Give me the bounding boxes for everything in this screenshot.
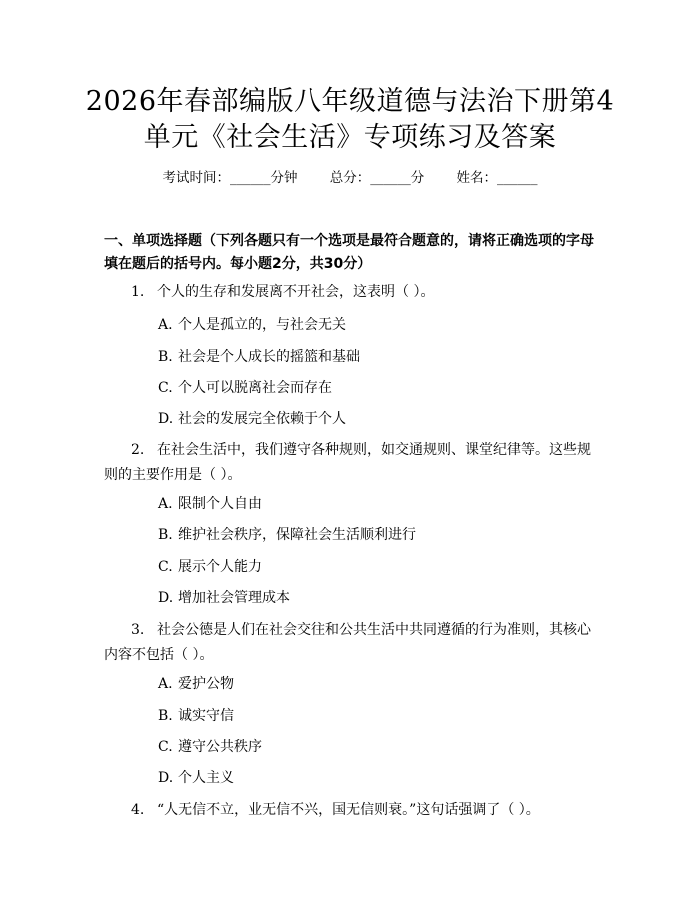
- title-line-1: 2026年春部编版八年级道德与法治下册第4: [85, 86, 615, 117]
- option-letter: B.: [158, 708, 173, 724]
- question-text: 社会公德是人们在社会交往和公共生活中共同遵循的行为准则，其核心内容不包括（ ）。: [104, 622, 591, 663]
- exam-time-field: 考试时间：______分钟: [162, 170, 298, 186]
- option-text: 遵守公共秩序: [178, 739, 262, 755]
- option-text: 诚实守信: [178, 708, 234, 724]
- total-score-field: 总分：______分: [329, 170, 425, 186]
- option-1d: [158, 409, 598, 429]
- option-1a: [158, 315, 598, 335]
- section-heading: 一、单项选择题（下列各题只有一个选项是最符合题意的，请将正确选项的字母填在题后的括号内。每小题2分，共30分）: [104, 233, 594, 272]
- question-number: 4.: [131, 802, 145, 818]
- question-number: 1.: [131, 284, 145, 300]
- option-letter: D.: [158, 590, 174, 606]
- option-letter: C.: [158, 380, 173, 396]
- option-text: 个人是孤立的，与社会无关: [178, 317, 346, 333]
- option-text: 社会的发展完全依赖于个人: [178, 411, 346, 427]
- question-number: 2.: [131, 442, 145, 458]
- question-text: 在社会生活中，我们遵守各种规则，如交通规则、课堂纪律等。这些规则的主要作用是（ ）。: [104, 442, 591, 483]
- option-2b: [158, 525, 598, 545]
- question-3: [104, 618, 604, 668]
- option-letter: A.: [158, 676, 173, 692]
- question-text: 个人的生存和发展离不开社会，这表明（ ）。: [157, 284, 435, 300]
- option-text: 个人可以脱离社会而存在: [178, 380, 332, 396]
- question-number: 3.: [131, 622, 145, 638]
- question-2: [104, 438, 604, 488]
- option-text: 爱护公物: [178, 676, 234, 692]
- question-text: “人无信不立，业无信不兴，国无信则衰。”这句话强调了（ ）。: [157, 802, 540, 818]
- option-2c: [158, 557, 598, 577]
- title-line-2: 单元《社会生活》专项练习及答案: [143, 122, 557, 153]
- option-3c: [158, 737, 598, 757]
- question-4: [104, 798, 604, 823]
- option-letter: B.: [158, 349, 173, 365]
- exam-info: [0, 168, 700, 188]
- option-letter: A.: [158, 317, 173, 333]
- option-3a: [158, 674, 598, 694]
- option-letter: D.: [158, 770, 174, 786]
- option-letter: A.: [158, 496, 173, 512]
- option-letter: C.: [158, 739, 173, 755]
- option-text: 社会是个人成长的摇篮和基础: [178, 349, 360, 365]
- option-text: 维护社会秩序，保障社会生活顺利进行: [178, 527, 416, 543]
- option-text: 增加社会管理成本: [178, 590, 290, 606]
- question-1: [104, 280, 604, 305]
- option-text: 个人主义: [178, 770, 234, 786]
- option-3b: [158, 706, 598, 726]
- document-title: [60, 84, 640, 156]
- option-text: 限制个人自由: [178, 496, 262, 512]
- option-letter: B.: [158, 527, 173, 543]
- option-letter: C.: [158, 559, 173, 575]
- option-1c: [158, 378, 598, 398]
- option-2a: [158, 494, 598, 514]
- option-2d: [158, 588, 598, 608]
- option-1b: [158, 347, 598, 367]
- option-text: 展示个人能力: [178, 559, 262, 575]
- option-letter: D.: [158, 411, 174, 427]
- option-3d: [158, 768, 598, 788]
- name-field: 姓名：______: [456, 170, 538, 186]
